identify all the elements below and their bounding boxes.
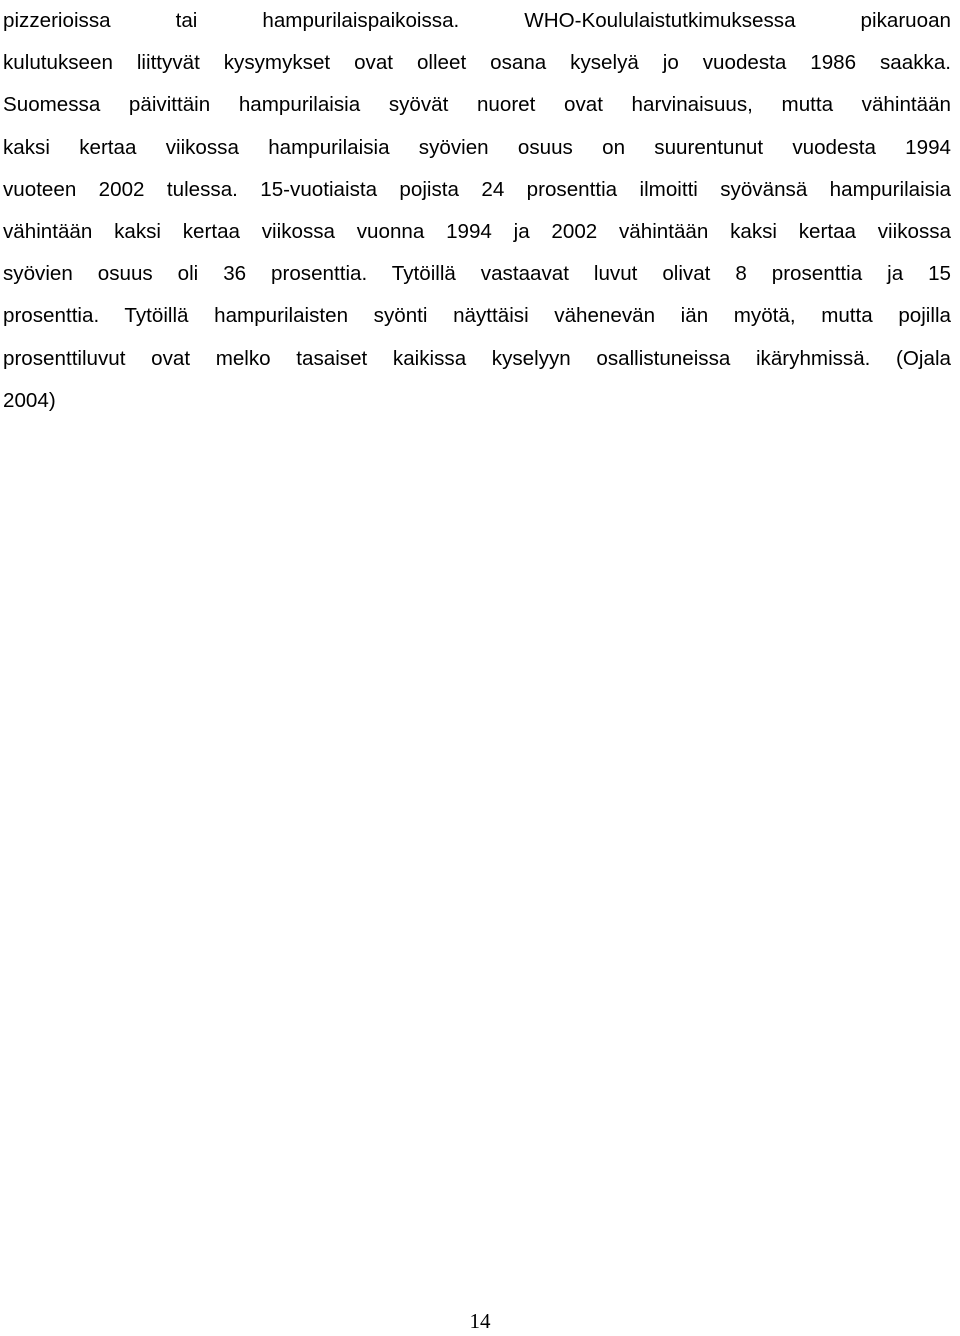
- paragraph-line-4: kaksi kertaa viikossa hampurilaisia syövien osuus on suurentunut vuodesta 1994: [3, 135, 951, 159]
- paragraph-line-1: pizzerioissa tai hampurilaispaikoissa. WHO-Koululaistutkimuksessa pikaruoan: [3, 9, 951, 32]
- paragraph-line-10: 2004): [3, 388, 56, 412]
- page-number: 14: [469, 1309, 491, 1333]
- paragraph-line-9: prosenttiluvut ovat melko tasaiset kaikissa kyselyyn osallistuneissa ikäryhmissä. (Ojala: [3, 346, 951, 370]
- paragraph-line-5: vuoteen 2002 tulessa. 15-vuotiaista pojista 24 prosenttia ilmoitti syövänsä hampurilaisia: [3, 177, 951, 201]
- paragraph-line-6: vähintään kaksi kertaa viikossa vuonna 1994 ja 2002 vähintään kaksi kertaa viikossa: [3, 219, 951, 243]
- body-paragraph: [3, 0, 960, 422]
- paragraph-line-8: prosenttia. Tytöillä hampurilaisten syönti näyttäisi vähenevän iän myötä, mutta pojilla: [3, 304, 951, 328]
- paragraph-line-7: syövien osuus oli 36 prosenttia. Tytöillä vastaavat luvut olivat 8 prosenttia ja 15: [3, 262, 951, 286]
- paragraph-line-3: Suomessa päivittäin hampurilaisia syövät nuoret ovat harvinaisuus, mutta vähintään: [3, 93, 951, 117]
- paragraph-line-2: kulutukseen liittyvät kysymykset ovat olleet osana kyselyä jo vuodesta 1986 saakka.: [3, 51, 951, 75]
